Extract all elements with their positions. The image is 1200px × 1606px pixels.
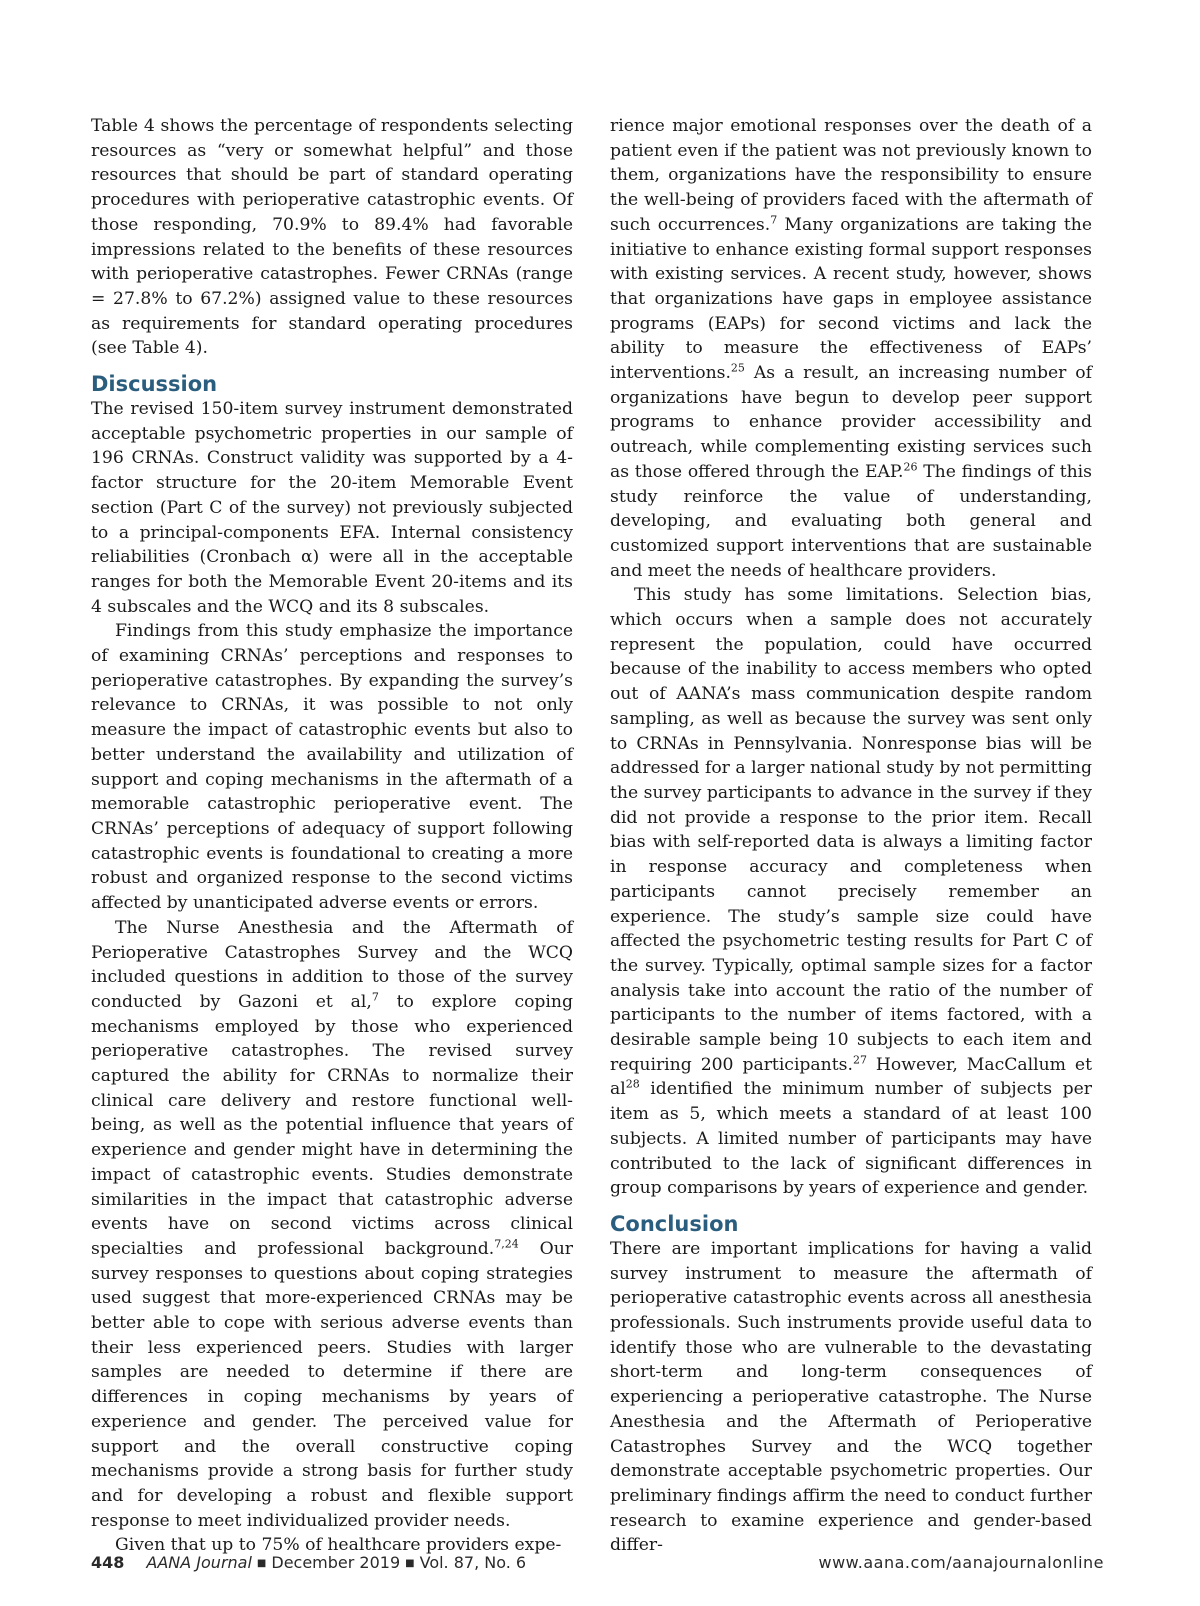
citation-superscript: 7 (371, 990, 379, 1004)
text-span: Many organizations are taking the initiative to enhance existing formal support responses with existing services. A recent study, however, shows that organizations have gaps in employee assistance programs (EAPs) for second victims and lack the ability to measure the effectiveness of EAPs’ interventions. (610, 214, 1092, 384)
text-span: to explore coping mechanisms employed by those who experienced perioperative catastrophes. The revised survey captured the ability for CRNAs to normalize their clinical care delivery and restore functional well-being, as well as the potential influence that years of experience and gender might have in determining the impact of catastrophic events. Studies demonstrate similarities in the impact that catastrophic adverse events have on second victims across clinical specialties and professional background. (91, 991, 573, 1259)
citation-superscript: 27 (852, 1052, 867, 1066)
text-span: Our survey responses to questions about coping strategies used suggest that more-experienced CRNAs may be better able to cope with serious adverse events than their less experienced peers. Studies with larger samples are needed to determine if there are differences in coping mechanisms by years of experience and gender. The perceived value for support and the overall constructive coping mechanisms provide a strong basis for further study and for developing a robust and flexible support response to meet individualized provider needs. (91, 1238, 573, 1531)
journal-name: AANA Journal (146, 1553, 252, 1572)
left-column (91, 114, 573, 1558)
footer-citation (91, 1553, 526, 1572)
citation-superscript: 7 (770, 213, 778, 227)
discussion-paragraph-4-continued (610, 114, 1092, 583)
citation-superscript: 26 (903, 460, 918, 474)
discussion-paragraph-1: The revised 150-item survey instrument demonstrated acceptable psychometric properties in our sample of 196 CRNAs. Construct validity was supported by a 4-factor structure for the 20-item Memorable Event section (Part C of the survey) not previously subjected to a principal-components EFA. Internal consistency reliabilities (Cronbach α) were all in the acceptable ranges for both the Memorable Event 20-items and its 4 subscales and the WCQ and its 8 subscales. (91, 399, 573, 617)
discussion-heading: Discussion (91, 372, 218, 397)
limitations-paragraph (610, 583, 1092, 1201)
text-span: The findings of this study reinforce the value of understanding, developing, and evaluating both general and customized support interventions that are sustainable and meet the needs of healthcare providers. (610, 461, 1092, 581)
discussion-paragraph-4: Given that up to 75% of healthcare providers expe- (115, 1535, 562, 1556)
conclusion-paragraph: There are important implications for having a valid survey instrument to measure the aftermath of perioperative catastrophic events across all anesthesia professionals. Such instruments provide useful data to identify those who are vulnerable to the devastating short-term and long-term consequences of experiencing a perioperative catastrophe. The Nurse Anesthesia and the Aftermath of Perioperative Catastrophes Survey and the WCQ together demonstrate acceptable psychometric properties. Our preliminary findings affirm the need to conduct further research to examine experience and gender-based differ- (610, 1238, 1092, 1556)
journal-url[interactable]: www.aana.com/aanajournalonline (818, 1553, 1104, 1572)
text-span: As a result, an increasing number of organizations have begun to develop peer support programs to enhance provider accessibility and outreach, while complementing existing services such as those offered through the EAP. (610, 363, 1092, 482)
conclusion-heading: Conclusion (610, 1211, 739, 1236)
separator-icon: ■ (256, 1558, 267, 1569)
discussion-paragraph-2: Findings from this study emphasize the importance of examining CRNAs’ perceptions and responses to perioperative catastrophes. By expanding the survey’s relevance to CRNAs, it was possible to not only measure the impact of catastrophic events but also to better understand the availability and utilization of support and coping mechanisms in the aftermath of a memorable catastrophic perioperative event. The CRNAs’ perceptions of adequacy of support following catastrophic events is foundational to creating a more robust and organized response to the second victims affected by unanticipated adverse events or errors. (91, 621, 573, 914)
text-span: The Nurse Anesthesia and the Aftermath of Perioperative Catastrophes Survey and the WCQ included questions in addition to those of the survey conducted by Gazoni et al, (91, 917, 573, 1012)
issue-date: December 2019 (271, 1553, 401, 1572)
right-column (610, 114, 1092, 1558)
page-number: 448 (91, 1553, 125, 1572)
text-span: However, MacCallum et al (610, 1054, 1092, 1100)
text-span: rience major emotional responses over the death of a patient even if the patient was not previously known to them, organizations have the responsibility to ensure the well-being of providers faced with the aftermath of such occurrences. (610, 116, 1092, 235)
discussion-paragraph-3 (91, 916, 573, 1534)
page-footer (91, 1553, 1104, 1577)
citation-superscript: 28 (625, 1077, 640, 1091)
text-span: This study has some limitations. Selection bias, which occurs when a sample does not accurately represent the population, could have occurred because of the inability to access members who opted out of AANA’s mass communication despite random sampling, as well as because the survey was sent only to CRNAs in Pennsylvania. Nonresponse bias will be addressed for a larger national study by not permitting the survey participants to advance in the survey if they did not provide a response to the prior item. Recall bias with self-reported data is always a limiting factor in response accuracy and completeness when participants cannot precisely remember an experience. The study’s sample size could have affected the psychometric testing results for Part C of the survey. Typically, optimal sample sizes for a factor analysis take into account the ratio of the number of participants to the number of items factored, with a desirable sample being 10 subjects to each item and requiring 200 participants. (610, 585, 1092, 1075)
citation-superscript: 25 (730, 361, 745, 375)
volume-info: Vol. 87, No. 6 (419, 1553, 527, 1572)
citation-superscript: 7,24 (494, 1237, 519, 1251)
text-span: identified the minimum number of subjects per item as 5, which meets a standard of at least 100 subjects. A limited number of participants may have contributed to the lack of significant differences in group comparisons by years of experience and gender. (610, 1079, 1092, 1199)
results-paragraph: Table 4 shows the percentage of respondents selecting resources as “very or somewhat helpful” and those resources that should be part of standard operating procedures with perioperative catastrophic events. Of those responding, 70.9% to 89.4% had favorable impressions related to the benefits of these resources with perioperative catastrophes. Fewer CRNAs (range = 27.8% to 67.2%) assigned value to these resources as requirements for standard operating procedures (see Table 4). (91, 116, 573, 359)
separator-icon: ■ (405, 1558, 415, 1569)
